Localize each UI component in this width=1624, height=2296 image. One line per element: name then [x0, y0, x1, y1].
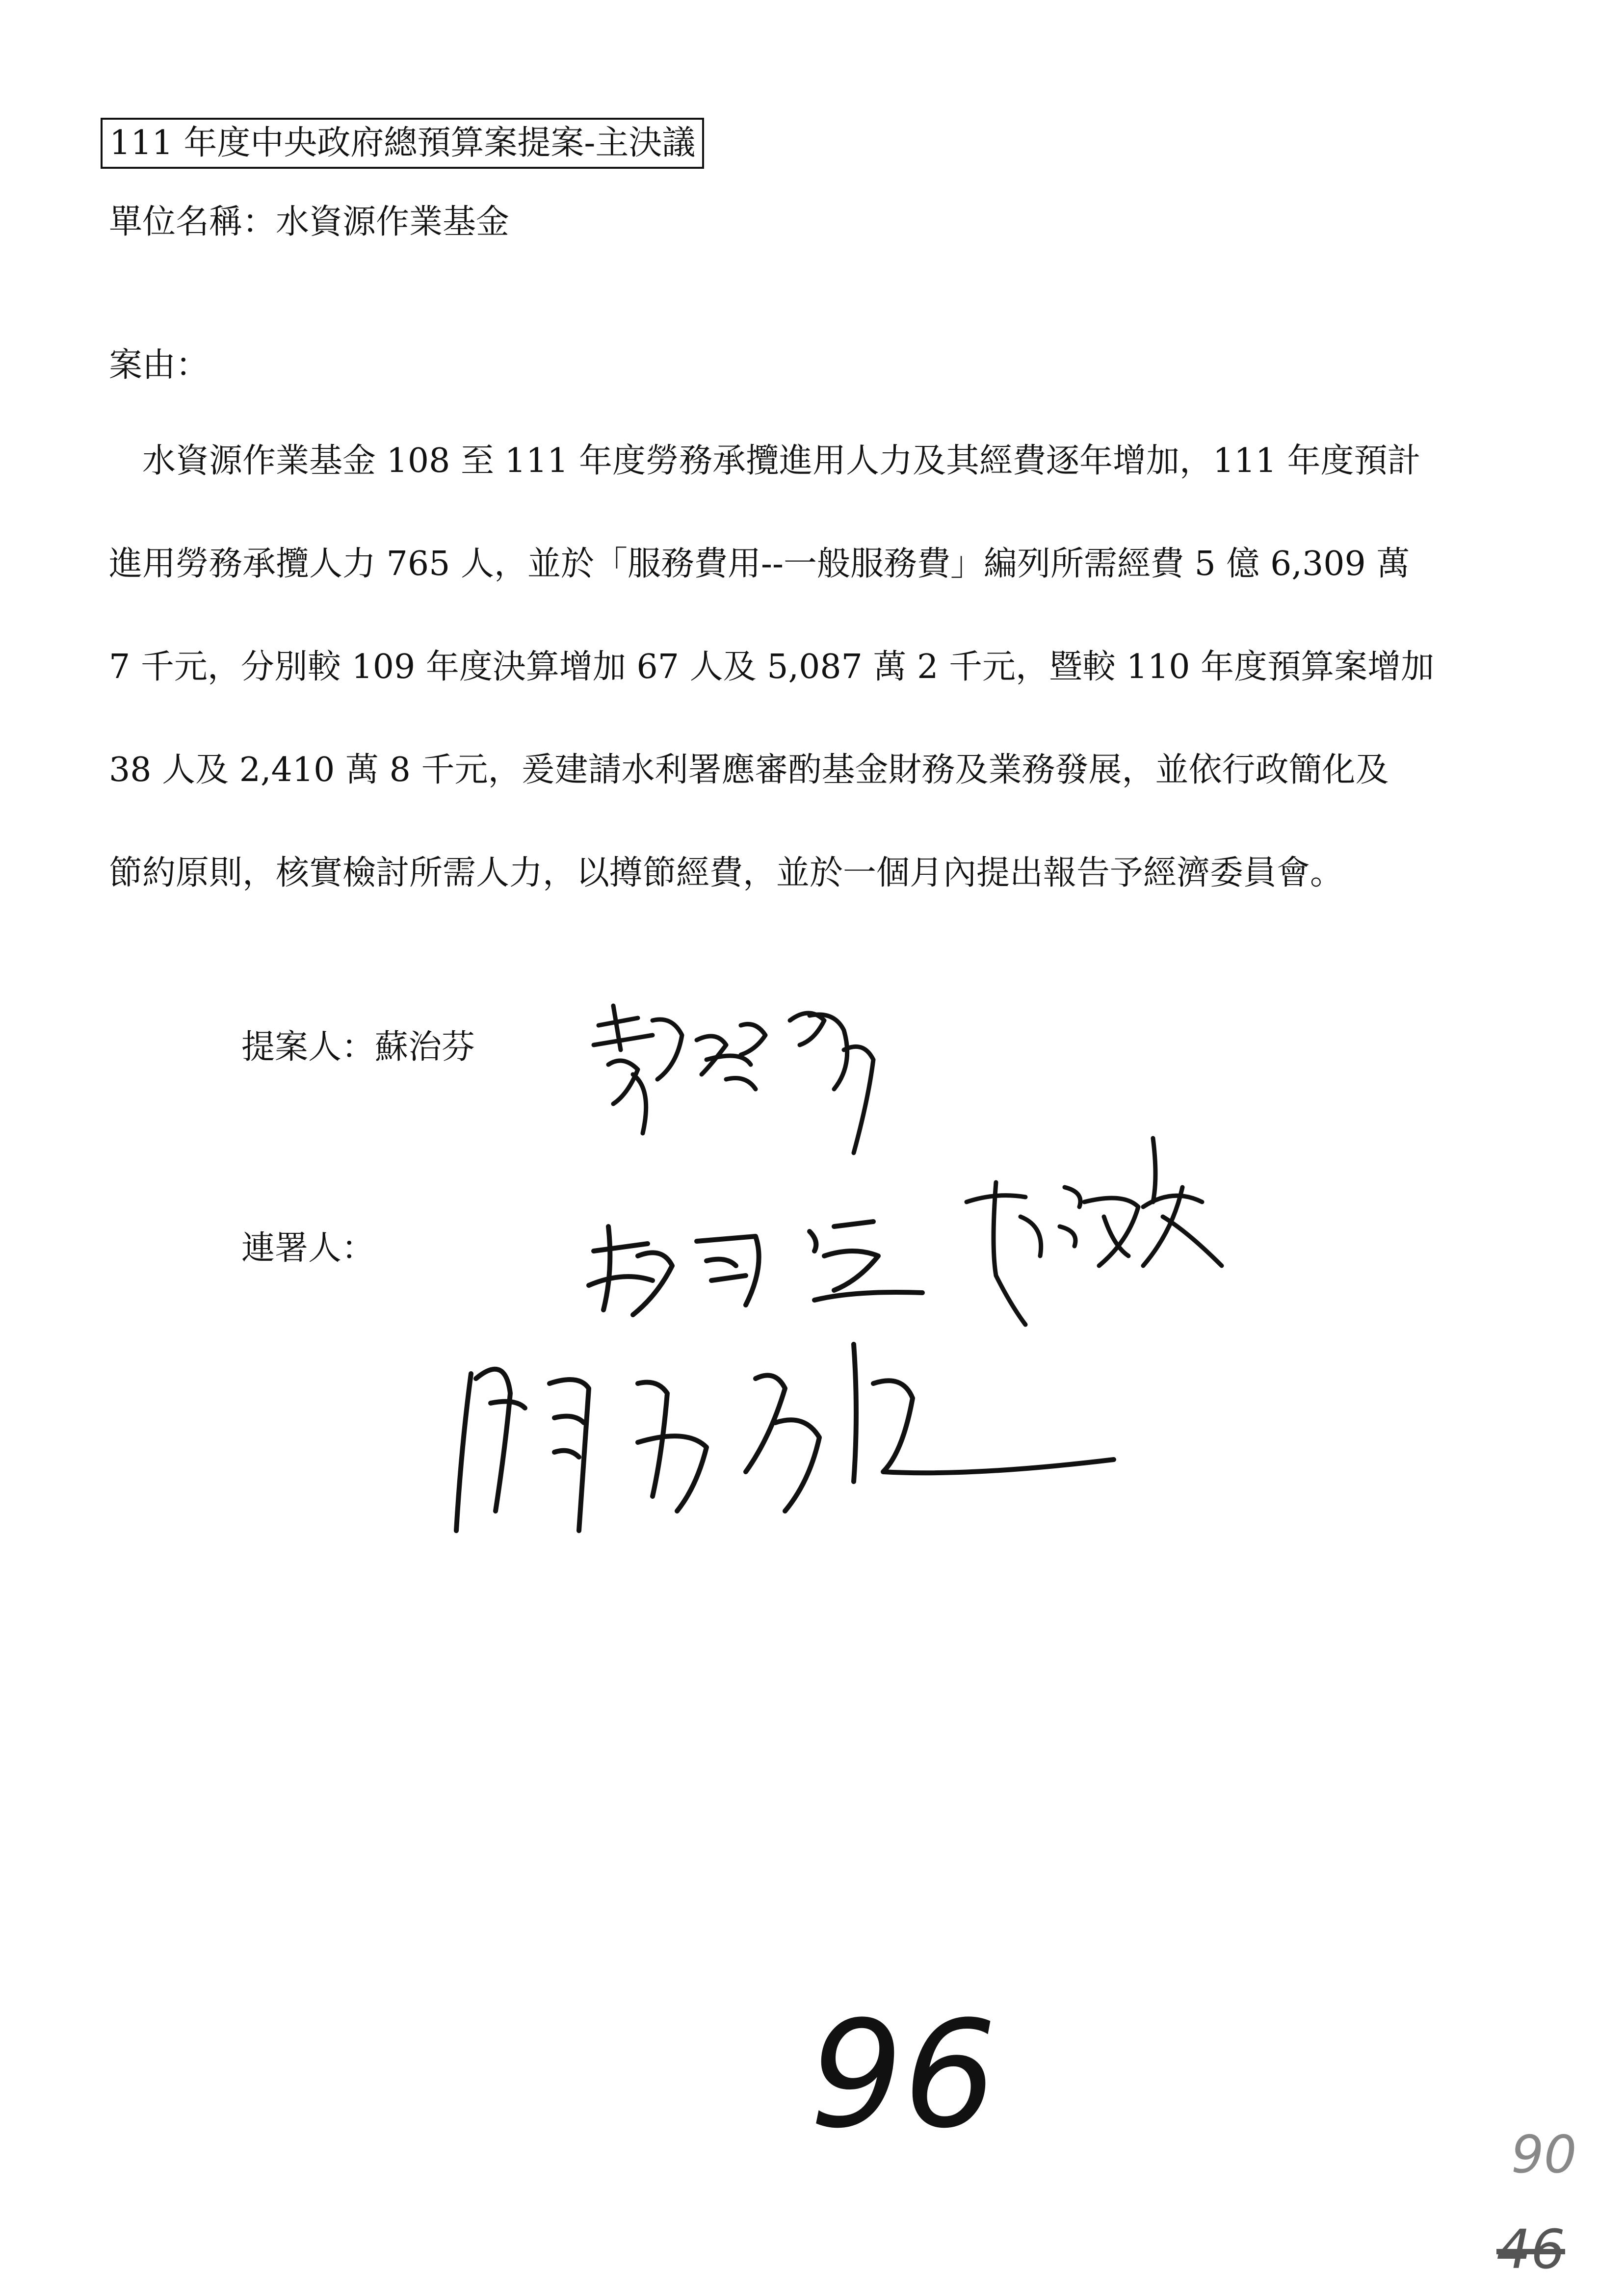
unit-name: 單位名稱：水資源作業基金	[109, 203, 510, 241]
reason-line: 7 千元，分別較 109 年度決算增加 67 人及 5,087 萬 2 千元，暨較 110 年度預算案增加	[109, 648, 1435, 686]
reason-line: 水資源作業基金 108 至 111 年度勞務承攬進用人力及其經費逐年增加，111 年度預計	[142, 442, 1421, 480]
reason-line: 38 人及 2,410 萬 8 千元，爰建請水利署應審酌基金財務及業務發展，並依行政簡化及	[109, 751, 1389, 789]
reason-line: 節約原則，核實檢討所需人力，以撙節經費，並於一個月內提出報告予經濟委員會。	[109, 854, 1344, 892]
page-mark-new: 90	[1511, 2125, 1577, 2185]
document-title: 111 年度中央政府總預算案提案-主決議	[101, 118, 704, 169]
cosigner-signature-1	[579, 1197, 932, 1325]
page-number: 96	[810, 1989, 997, 2161]
page-mark-old: 46	[1496, 2218, 1565, 2281]
cosigner-label: 連署人：	[241, 1229, 375, 1268]
proposer-label: 提案人：蘇治芬	[241, 1028, 475, 1067]
cosigner-signature-2	[957, 1119, 1231, 1354]
reason-line: 進用勞務承攬人力 765 人，並於「服務費用--一般服務費」編列所需經費 5 億 6,309 萬	[109, 545, 1410, 583]
proposer-signature	[579, 991, 893, 1177]
reason-label: 案由：	[109, 346, 210, 385]
cosigner-signature-3	[432, 1325, 1128, 1590]
